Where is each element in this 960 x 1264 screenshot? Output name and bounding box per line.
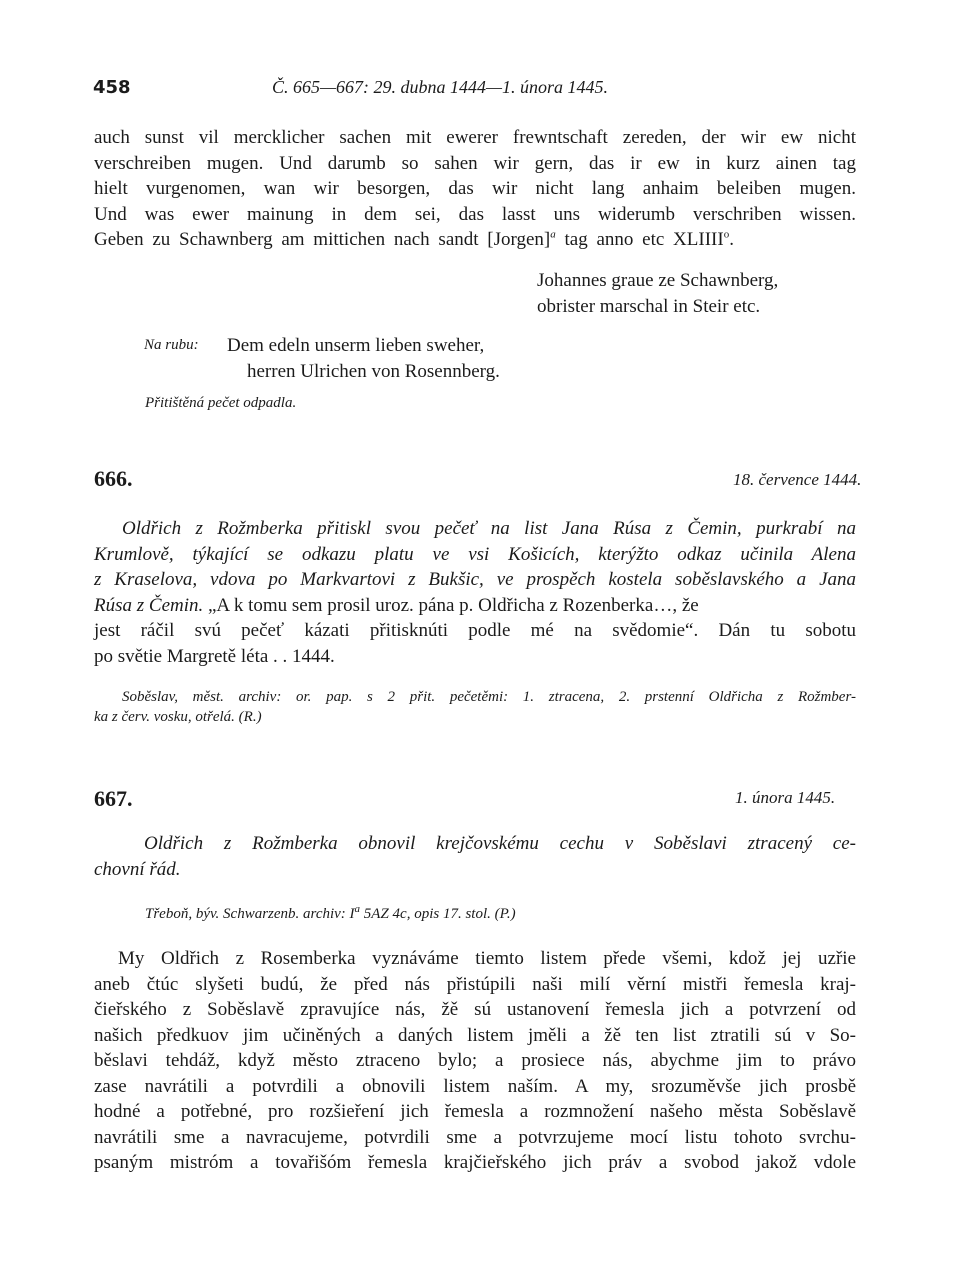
footnote-marker: a [550,228,556,241]
quote-line: jest ráčil svú pečeť kázati přitisknúti podle mé na svědomie“. Dán tu sobotu [94,620,856,641]
signature [537,268,778,319]
text-line: našich předkuov jim učiněných a daných listem jměli a žě ten list ztratili sú v So- [94,1024,856,1046]
page-number: 458 [93,77,131,98]
source-line: ka z červ. vosku, otřelá. (R.) [94,709,262,725]
text-line: čieřského z Soběslavě zpravujíce nás, žě sú ustanovení řemesla jich a potvrzení od [94,999,856,1020]
entry-date: 18. července 1444. [733,470,862,489]
text-line: psaným mistróm a tovařišóm řemesla krajčieřského jich práv a svobod jakož vdole [94,1152,856,1173]
seal-note: Přitištěná pečet odpadla. [145,395,297,411]
entry-667-regest [94,831,856,882]
signature-line: obrister marschal in Steir etc. [537,295,761,317]
regest-line: chovní řád. [94,858,181,880]
source-note [94,687,856,727]
text-line: verschreiben mugen. Und darumb so sahen wir gern, das ir ew in kurz ainen tag [94,152,856,174]
charter-text [94,946,856,1176]
text-line: zase navrátili a potvrdili a obnovili listem naším. A my, srozuměvše jich prosbě [94,1075,856,1097]
text-line: My Oldřich z Rosemberka vyznáváme tiemto listem přede všemi, kdož jej uzřie [118,948,856,969]
text-line: navrátili sme a navracujeme, potvrdili sme a potvrzujeme mocí listu tohoto svrchu- [94,1126,856,1148]
quote-line: po světie Margretě léta . . 1444. [94,645,335,667]
running-title: Č. 665—667: 29. dubna 1444—1. února 1445. [272,77,609,97]
text-line: hielt vurgenomen, wan wir besorgen, das wir nicht lang anhaim beleiben mugen. [94,178,856,199]
text-line: aneb čtúc slyšeti budú, že před nás přistúpili naši milí věrní mistři řemesla kraj- [94,973,856,995]
address-line: herren Ulrichen von Rosennberg. [247,360,500,382]
address-line: Dem edeln unserm lieben sweher, [227,335,485,356]
entry-number: 666. [94,466,133,491]
text-line: auch sunst vil mercklicher sachen mit ewerer frewntschaft zereden, der wir ew nicht [94,127,856,148]
regest-line: Krumlově, týkající se odkazu platu ve vsi Košicích, kterýžto odkaz učinila Alena [94,543,856,565]
source-note: Třeboň, býv. Schwarzenb. archiv: $I^a$ 5AZ 4c, opis 17. stol. (P.) [145,903,516,922]
signature-line: Johannes graue ze Schawnberg, [537,270,779,291]
text-line: hodné a potřebné, pro rozšieření jich řemesla a rozmnožení našeho města Soběslavě [94,1101,856,1122]
dating-line: Geben zu Schawnberg am mittichen nach sandt [Jorgen]$^a$ tag anno etc XLIIII$^o$. [94,228,734,250]
quote-line: Rúsa z Čemin. „A k tomu sem prosil uroz. pána p. Oldřicha z Rozenberka…, že [94,594,699,616]
regest-line: Oldřich z Rožmberka obnovil krejčovskému cechu v Soběslavi ztracený ce- [144,833,856,854]
regest-line: Oldřich z Rožmberka přitiskl svou pečeť na list Jana Rúsa z Čemin, purkrabí na [122,518,856,539]
entry-number: 667. [94,786,133,811]
letter-continuation [94,125,856,253]
entry-date: 1. února 1445. [735,788,836,807]
text-line: Und was ewer mainung in dem sei, das lasst uns widerumb verschriben wissen. [94,203,856,225]
text-line: běslavi tehdáž, když město ztraceno bylo; a prosiece nás, abychme jim to právo [94,1050,856,1071]
source-line: Soběslav, měst. archiv: or. pap. s 2 přit. pečetěmi: 1. ztracena, 2. prstenní Oldřicha z Rožmber- [122,689,856,705]
entry-666-text [94,516,856,669]
address-label: Na rubu: [144,337,199,353]
address [227,333,500,384]
regest-line: z Kraselova, vdova po Markvartovi z Bukšic, ve prospěch kostela soběslavského a Jana [94,569,856,590]
